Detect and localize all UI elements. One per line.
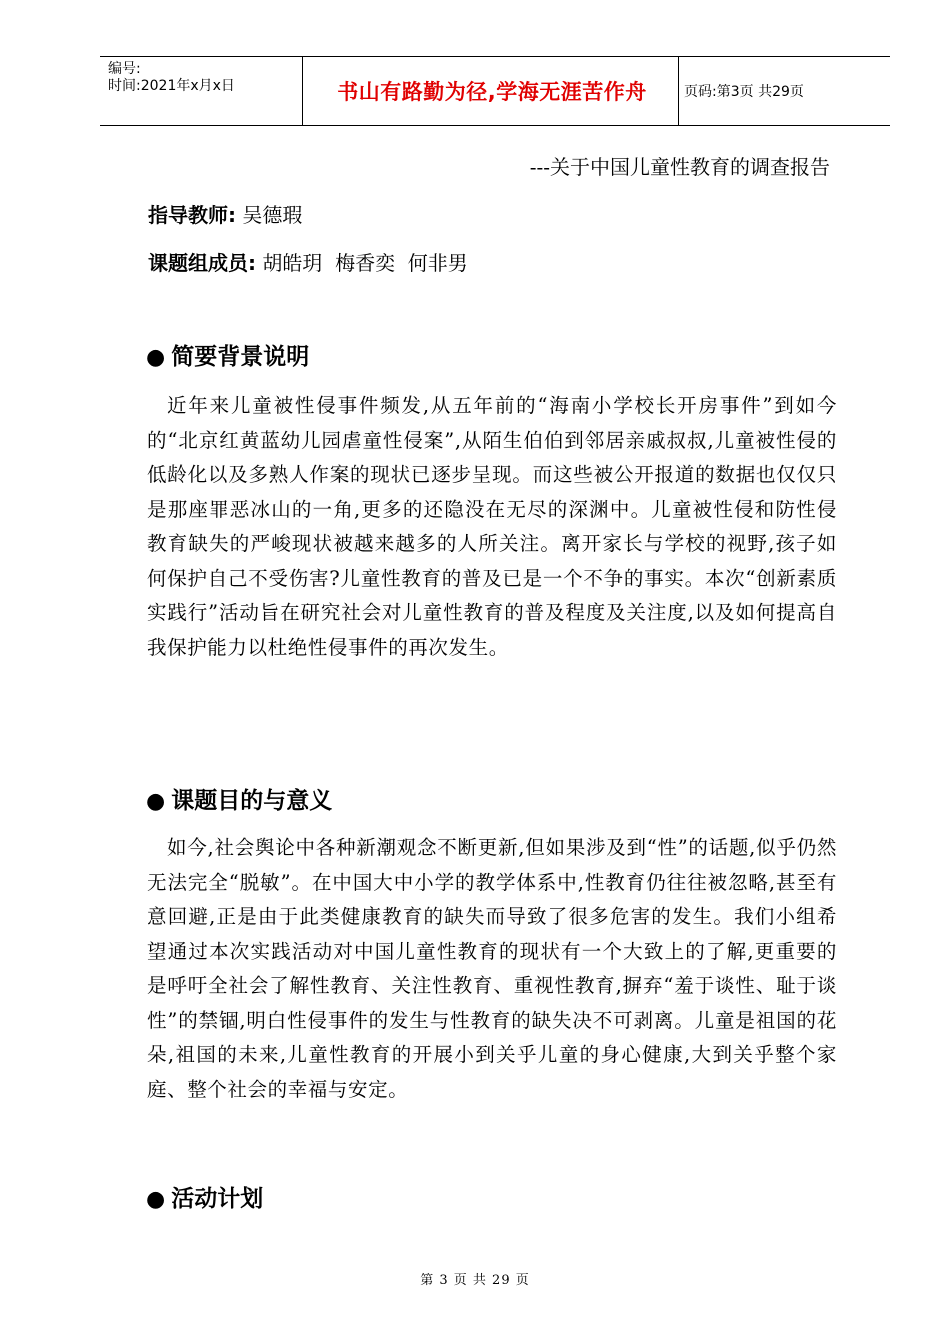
advisor-label: 指导教师: (148, 203, 236, 227)
members-line (148, 247, 468, 276)
section-paragraph: 近年来儿童被性侵事件频发,从五年前的“海南小学校长开房事件”到如今的“北京红黄蓝幼儿园虐童性侵案”,从陌生伯伯到邻居亲戚叔叔,儿童被性侵的低龄化以及多熟人作案的现状已逐步呈现。而这些被公开报道的数据也仅仅只是那座罪恶冰山的一角,更多的还隐没在无尽的深渊中。儿童被性侵和防性侵教育缺失的严峻现状被越来越多的人所关注。离开家长与学校的视野,孩子如何保护自己不受伤害?儿童性教育的普及已是一个不争的事实。本次“创新素质实践行”活动旨在研究社会对儿童性教育的普及程度及关注度,以及如何提高自我保护能力以杜绝性侵事件的再次发生。 (147, 394, 837, 659)
section-heading: ● 课题目的与意义 (146, 788, 333, 814)
bullet-icon: ● (146, 345, 166, 370)
time-label: 时间:2021年x月x日 (108, 78, 235, 94)
members-names: 胡皓玥 梅香奕 何非男 (262, 251, 468, 275)
page-header (100, 56, 890, 126)
header-divider (302, 57, 303, 125)
advisor-name: 吴德瑕 (242, 203, 303, 227)
header-motto: 书山有路勤为径,学海无涯苦作舟 (337, 80, 647, 104)
report-subtitle: ---关于中国儿童性教育的调查报告 (529, 155, 830, 179)
number-label: 编号: (108, 61, 141, 77)
header-page-info: 页码:第3页 共29页 (684, 84, 804, 100)
section-paragraph: 如今,社会舆论中各种新潮观念不断更新,但如果涉及到“性”的话题,似乎仍然无法完全“脱敏”。在中国大中小学的教学体系中,性教育仍往往被忽略,甚至有意回避,正是由于此类健康教育的缺失而导致了很多危害的发生。我们小组希望通过本次实践活动对中国儿童性教育的现状有一个大致上的了解,更重要的是呼吁全社会了解性教育、关注性教育、重视性教育,摒弃“羞于谈性、耻于谈性”的禁锢,明白性侵事件的发生与性教育的缺失决不可剥离。儿童是祖国的花朵,祖国的未来,儿童性教育的开展小到关乎儿童的身心健康,大到关乎整个家庭、整个社会的幸福与安定。 (147, 836, 837, 1101)
header-meta (108, 61, 304, 95)
bullet-icon: ● (146, 789, 166, 814)
bullet-icon: ● (146, 1187, 166, 1212)
section-heading: ● 简要背景说明 (146, 344, 310, 370)
advisor-line (148, 199, 302, 228)
members-label: 课题组成员: (148, 251, 256, 275)
section-heading: ● 活动计划 (146, 1186, 264, 1212)
header-divider (678, 57, 679, 125)
page-footer: 第 3 页 共 29 页 (420, 1273, 530, 1288)
